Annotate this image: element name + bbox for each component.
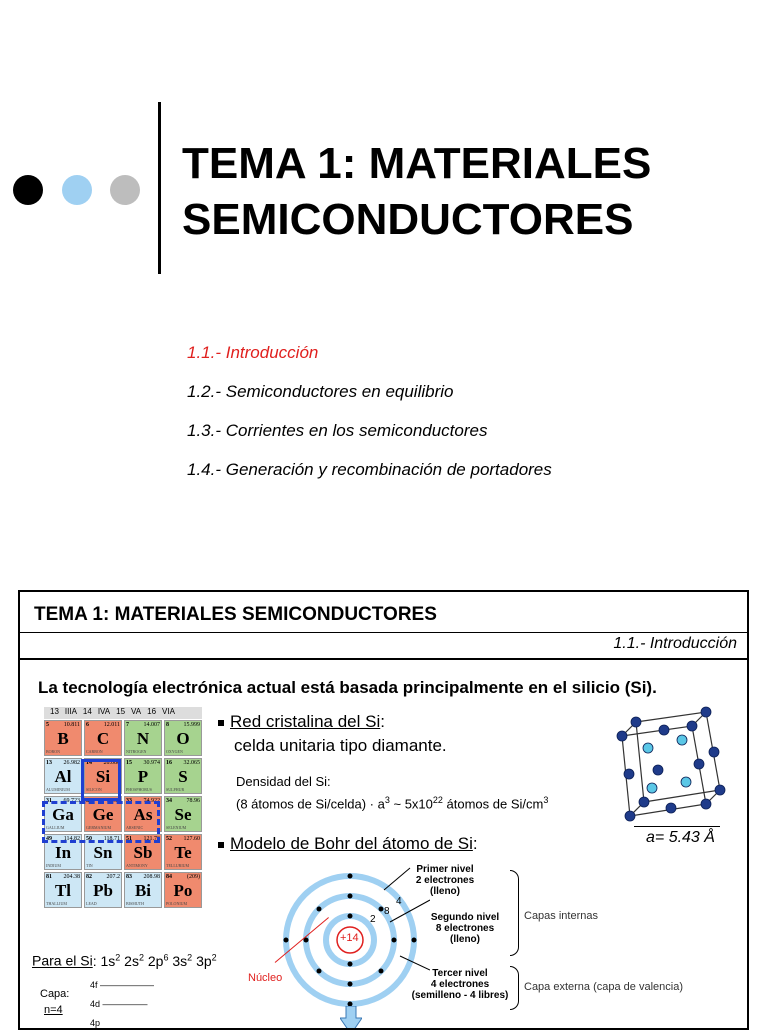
crystal-desc: celda unitaria tipo diamante. <box>234 736 447 755</box>
element-name: GERMANIUM <box>86 825 112 830</box>
toc-item-1[interactable]: 1.1.- Introducción <box>187 343 319 362</box>
element-name: LEAD <box>86 901 97 906</box>
element-cell <box>124 872 162 908</box>
element-mass: 28.086 <box>103 760 120 766</box>
page-title <box>182 136 651 248</box>
dot-black <box>13 175 43 205</box>
element-name: BORON <box>46 749 61 754</box>
down-arrow-icon <box>340 1006 362 1030</box>
iii-v-highlight <box>42 801 160 843</box>
si-config-value: : $1s^2$ $2s^2$ $2p^6$ $3s^2$ $3p^2$ <box>92 952 217 969</box>
element-num: 84 <box>166 874 172 880</box>
element-mass: 30.974 <box>143 760 160 766</box>
dot-gray <box>110 175 140 205</box>
element-cell <box>84 872 122 908</box>
element-mass: 114.82 <box>63 836 80 842</box>
element-num: 83 <box>126 874 132 880</box>
crystal-bullet: Red cristalina del Si: <box>218 712 385 732</box>
element-name: TELLURIUM <box>166 863 190 868</box>
element-sym: N <box>136 729 150 748</box>
element-sym: P <box>137 767 149 786</box>
element-mass: 118.71 <box>103 836 120 842</box>
element-mass: 78.96 <box>186 798 200 804</box>
slide-separator <box>20 658 747 660</box>
element-name: PHOSPHORUS <box>126 787 153 792</box>
title-line-1: TEMA 1: MATERIALES <box>182 139 652 188</box>
element-num: 49 <box>46 836 52 842</box>
level-4f: 4f —————— <box>90 980 155 990</box>
element-mass: 14.007 <box>143 722 160 728</box>
shell-count-2: 8 <box>384 906 390 917</box>
element-sym: Sn <box>93 843 113 862</box>
element-name: NITROGEN <box>126 749 147 754</box>
shell-count-1: 2 <box>370 914 376 925</box>
element-name: SELENIUM <box>166 825 187 830</box>
slide-headline: La tecnología electrónica actual está basada principalmente en el silicio (Si). <box>38 678 657 697</box>
toc-item-3[interactable]: 1.3.- Corrientes en los semiconductores <box>187 421 488 440</box>
element-mass: 208.98 <box>143 874 160 880</box>
element-cell <box>84 720 122 756</box>
level-3-label: Tercer nivel 4 electrones (semilleno - 4 libres) <box>411 968 509 1001</box>
element-mass: 72.64 <box>106 798 120 804</box>
element-mass: 10.811 <box>63 722 80 728</box>
element-mass: 204.38 <box>63 874 80 880</box>
nucleus-charge: +14 <box>340 932 359 944</box>
level-2-label: Segundo nivel 8 electrones (lleno) <box>430 912 500 945</box>
group-header: VA <box>131 707 142 716</box>
element-cell <box>164 796 202 832</box>
internal-shells-label: Capas internas <box>524 910 598 922</box>
title-line-2: SEMICONDUCTORES <box>182 195 634 244</box>
element-sym: Si <box>95 767 111 786</box>
element-num: 52 <box>166 836 172 842</box>
element-mass: 127.60 <box>183 836 200 842</box>
element-num: 50 <box>86 836 92 842</box>
element-name: ALUMINIUM <box>46 787 70 792</box>
si-config-label: Para el Si <box>32 952 93 969</box>
group-header: 14 <box>82 707 92 716</box>
element-name: BISMUTH <box>126 901 145 906</box>
element-num: 7 <box>126 722 129 728</box>
element-num: 13 <box>46 760 52 766</box>
density-title: Densidad del Si: <box>236 774 331 789</box>
element-num: 81 <box>46 874 52 880</box>
group-header: IVA <box>97 707 111 716</box>
element-name: THALLIUM <box>46 901 67 906</box>
title-divider <box>158 102 161 274</box>
element-name: OXYGEN <box>166 749 183 754</box>
slide-thumbnail <box>18 590 749 1030</box>
element-cell <box>44 720 82 756</box>
element-sym: O <box>176 729 190 748</box>
element-name: SULPHUR <box>166 787 185 792</box>
element-mass: 26.982 <box>63 760 80 766</box>
element-sym: Tl <box>54 881 72 900</box>
slide-separator <box>20 632 747 633</box>
group-header: IIIA <box>64 707 77 716</box>
element-num: 14 <box>86 760 92 766</box>
element-cell <box>164 758 202 794</box>
element-sym: Te <box>174 843 192 862</box>
element-cell <box>124 720 162 756</box>
element-cell <box>164 720 202 756</box>
shell-count-3: 4 <box>396 896 402 907</box>
element-name: ARSENIC <box>126 825 144 830</box>
si-config <box>32 952 217 969</box>
element-mass: 121.76 <box>143 836 160 842</box>
element-num: 6 <box>86 722 89 728</box>
element-mass: 207.2 <box>106 874 120 880</box>
level-4d: 4d ————— <box>90 999 148 1009</box>
element-num: 31 <box>46 798 52 804</box>
element-num: 82 <box>86 874 92 880</box>
element-num: 51 <box>126 836 132 842</box>
group-header: 13 <box>50 707 59 716</box>
element-num: 33 <box>126 798 132 804</box>
group-header: VIA <box>162 707 175 716</box>
element-cell <box>164 872 202 908</box>
valence-shell-label: Capa externa (capa de valencia) <box>524 981 683 993</box>
element-mass: 32.065 <box>183 760 200 766</box>
slide-subtitle: 1.1.- Introducción <box>613 635 737 652</box>
toc-item-2[interactable]: 1.2.- Semiconductores en equilibrio <box>187 382 454 401</box>
element-mass: 69.723 <box>63 798 80 804</box>
periodic-table-header <box>44 707 202 719</box>
si-highlight <box>81 759 121 801</box>
level-1-label: Primer nivel 2 electrones (lleno) <box>415 864 475 897</box>
element-sym: As <box>133 805 153 824</box>
group-header: 15 <box>116 707 126 716</box>
capa-label: Capa: <box>40 988 70 1000</box>
element-name: ANTIMONY <box>126 863 148 868</box>
element-num: 8 <box>166 722 169 728</box>
element-num: 32 <box>86 798 92 804</box>
external-brace <box>510 966 519 1010</box>
element-num: 34 <box>166 798 172 804</box>
toc-item-4[interactable]: 1.4.- Generación y recombinación de portadores <box>187 460 552 479</box>
nucleus-label: Núcleo <box>248 972 283 984</box>
lattice-dimension-line <box>634 826 720 827</box>
element-sym: Pb <box>93 881 113 900</box>
element-sym: C <box>96 729 110 748</box>
bohr-bullet: Modelo de Bohr del átomo de Si: <box>218 834 478 854</box>
element-sym: Al <box>54 767 72 786</box>
bullet-icon <box>218 720 224 726</box>
element-mass: 12.011 <box>103 722 120 728</box>
element-sym: Bi <box>134 881 152 900</box>
bullet-icon <box>218 842 224 848</box>
dot-light-blue <box>62 175 92 205</box>
element-sym: Se <box>174 805 192 824</box>
diamond-lattice-diagram <box>616 702 736 832</box>
element-cell <box>124 758 162 794</box>
level-4p: 4p <box>90 1018 101 1028</box>
element-mass: 15.999 <box>183 722 200 728</box>
element-cell <box>164 834 202 870</box>
slide-title: TEMA 1: MATERIALES SEMICONDUCTORES <box>34 604 437 625</box>
internal-brace <box>510 870 519 956</box>
element-sym: In <box>54 843 72 862</box>
density-expr: (8 átomos de Si/celda) · $a^3$ ~ $5x10^{22}$ átomos de $Si/cm^3$ <box>236 795 549 812</box>
group-header: 16 <box>147 707 157 716</box>
element-num: 5 <box>46 722 49 728</box>
element-sym: Ga <box>52 805 74 824</box>
element-mass: 74.922 <box>143 798 160 804</box>
element-sym: Ge <box>92 805 114 824</box>
element-name: GALLIUM <box>46 825 65 830</box>
element-mass: (209) <box>187 874 200 880</box>
element-num: 16 <box>166 760 172 766</box>
n4-label: n=4 <box>44 1004 63 1016</box>
element-name: POLONIUM <box>166 901 188 906</box>
element-name: INDIUM <box>46 863 61 868</box>
element-sym: Sb <box>133 843 153 862</box>
element-name: TIN <box>86 863 93 868</box>
element-sym: Po <box>173 881 193 900</box>
lattice-label: a= 5.43 Å <box>646 829 715 846</box>
element-cell <box>44 872 82 908</box>
element-name: CARBON <box>86 749 103 754</box>
element-sym: B <box>57 729 69 748</box>
element-cell <box>44 758 82 794</box>
element-name: SILICON <box>86 787 102 792</box>
element-sym: S <box>178 767 188 786</box>
element-num: 15 <box>126 760 132 766</box>
